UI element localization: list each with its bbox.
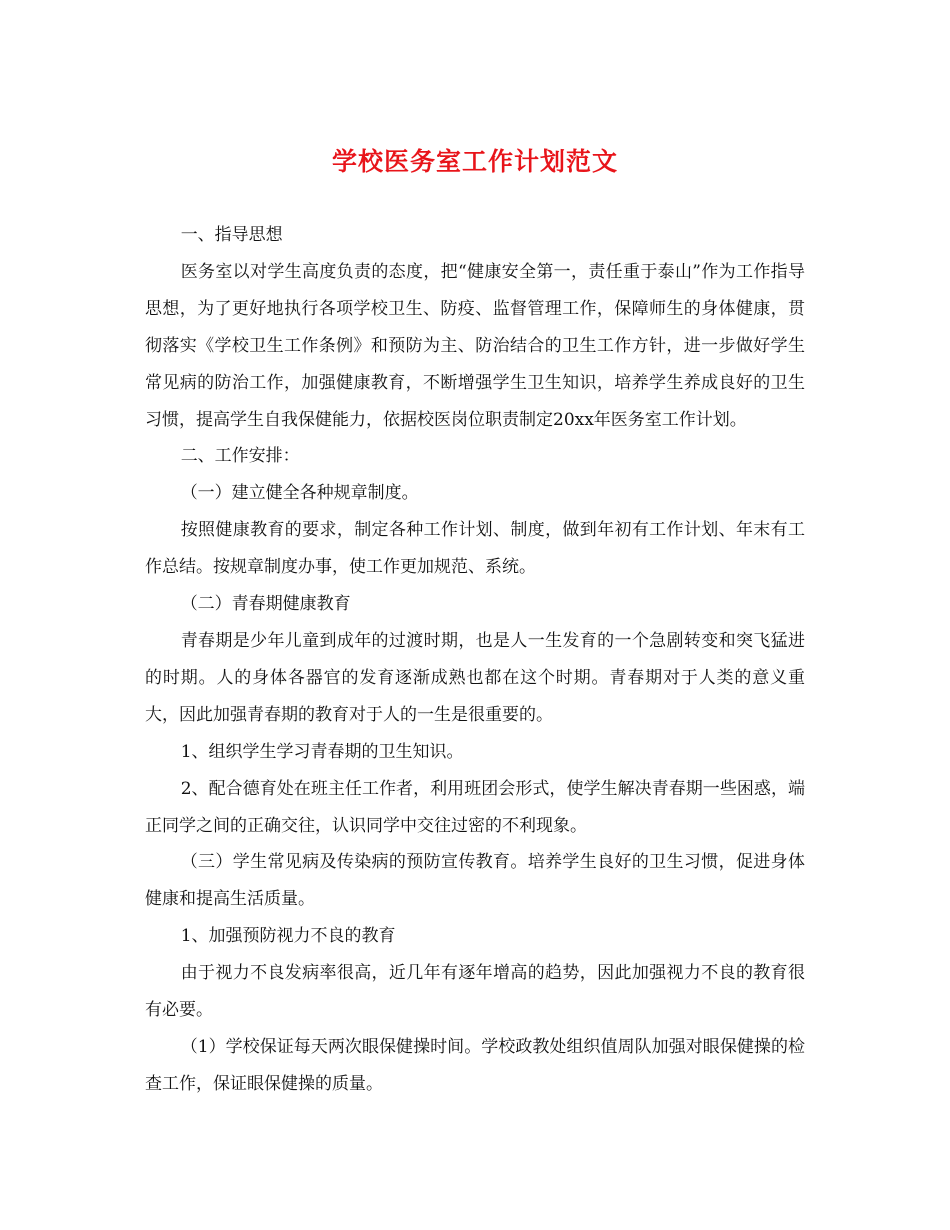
section-heading-work-arrangement: 二、工作安排： [180,446,300,467]
section-heading-guiding-ideology: 一、指导思想 [180,225,283,245]
paragraph: 青春期是少年儿童到成年的过渡时期，也是人一生发育的一个急剧转变和突飞猛进的时期。人的身体各器官的发育逐渐成熟也都在这个时期。青春期对于人类的意义重大，因此加强青春期的教育对于人的一生是很重要的。 [145,630,805,725]
paragraph: 医务室以对学生高度负责的态度，把“健康安全第一，责任重于泰山”作为工作指导思想，为了更好地执行各项学校卫生、防疫、监督管理工作，保障师生的身体健康，贯彻落实《学校卫生工作条例》和预防为主、防治结合的卫生工作方针，进一步做好学生常见病的防治工作，加强健康教育，不断增强学生卫生知识，培养学生养成良好的卫生习惯，提高学生自我保健能力，依据校医岗位职责制定20xx年医务室工作计划。 [145,261,805,430]
document-body [145,217,805,1103]
list-item: 1、加强预防视力不良的教育 [180,926,396,947]
paragraph: 由于视力不良发病率很高，近几年有逐年增高的趋势，因此加强视力不良的教育很有必要。 [145,963,805,1021]
subsection-heading: （二）青春期健康教育 [180,594,351,615]
subsection-heading: （一）建立健全各种规章制度。 [180,483,419,504]
list-item: 1、组织学生学习青春期的卫生知识。 [180,741,464,762]
list-item: 2、配合德育处在班主任工作者，利用班团会形式，使学生解决青春期一些困惑，端正同学之间的正确交往，认识同学中交往过密的不利现象。 [145,778,805,836]
paragraph: 按照健康教育的要求，制定各种工作计划、制度，做到年初有工作计划、年末有工作总结。按规章制度办事，使工作更加规范、系统。 [145,520,805,578]
list-item: （1）学校保证每天两次眼保健操时间。学校政教处组织值周队加强对眼保健操的检查工作，保证眼保健操的质量。 [145,1036,805,1094]
document-title: 学校医务室工作计划范文 [331,147,618,176]
subsection-heading: （三）学生常见病及传染病的预防宣传教育。培养学生良好的卫生习惯，促进身体健康和提高生活质量。 [145,852,805,910]
